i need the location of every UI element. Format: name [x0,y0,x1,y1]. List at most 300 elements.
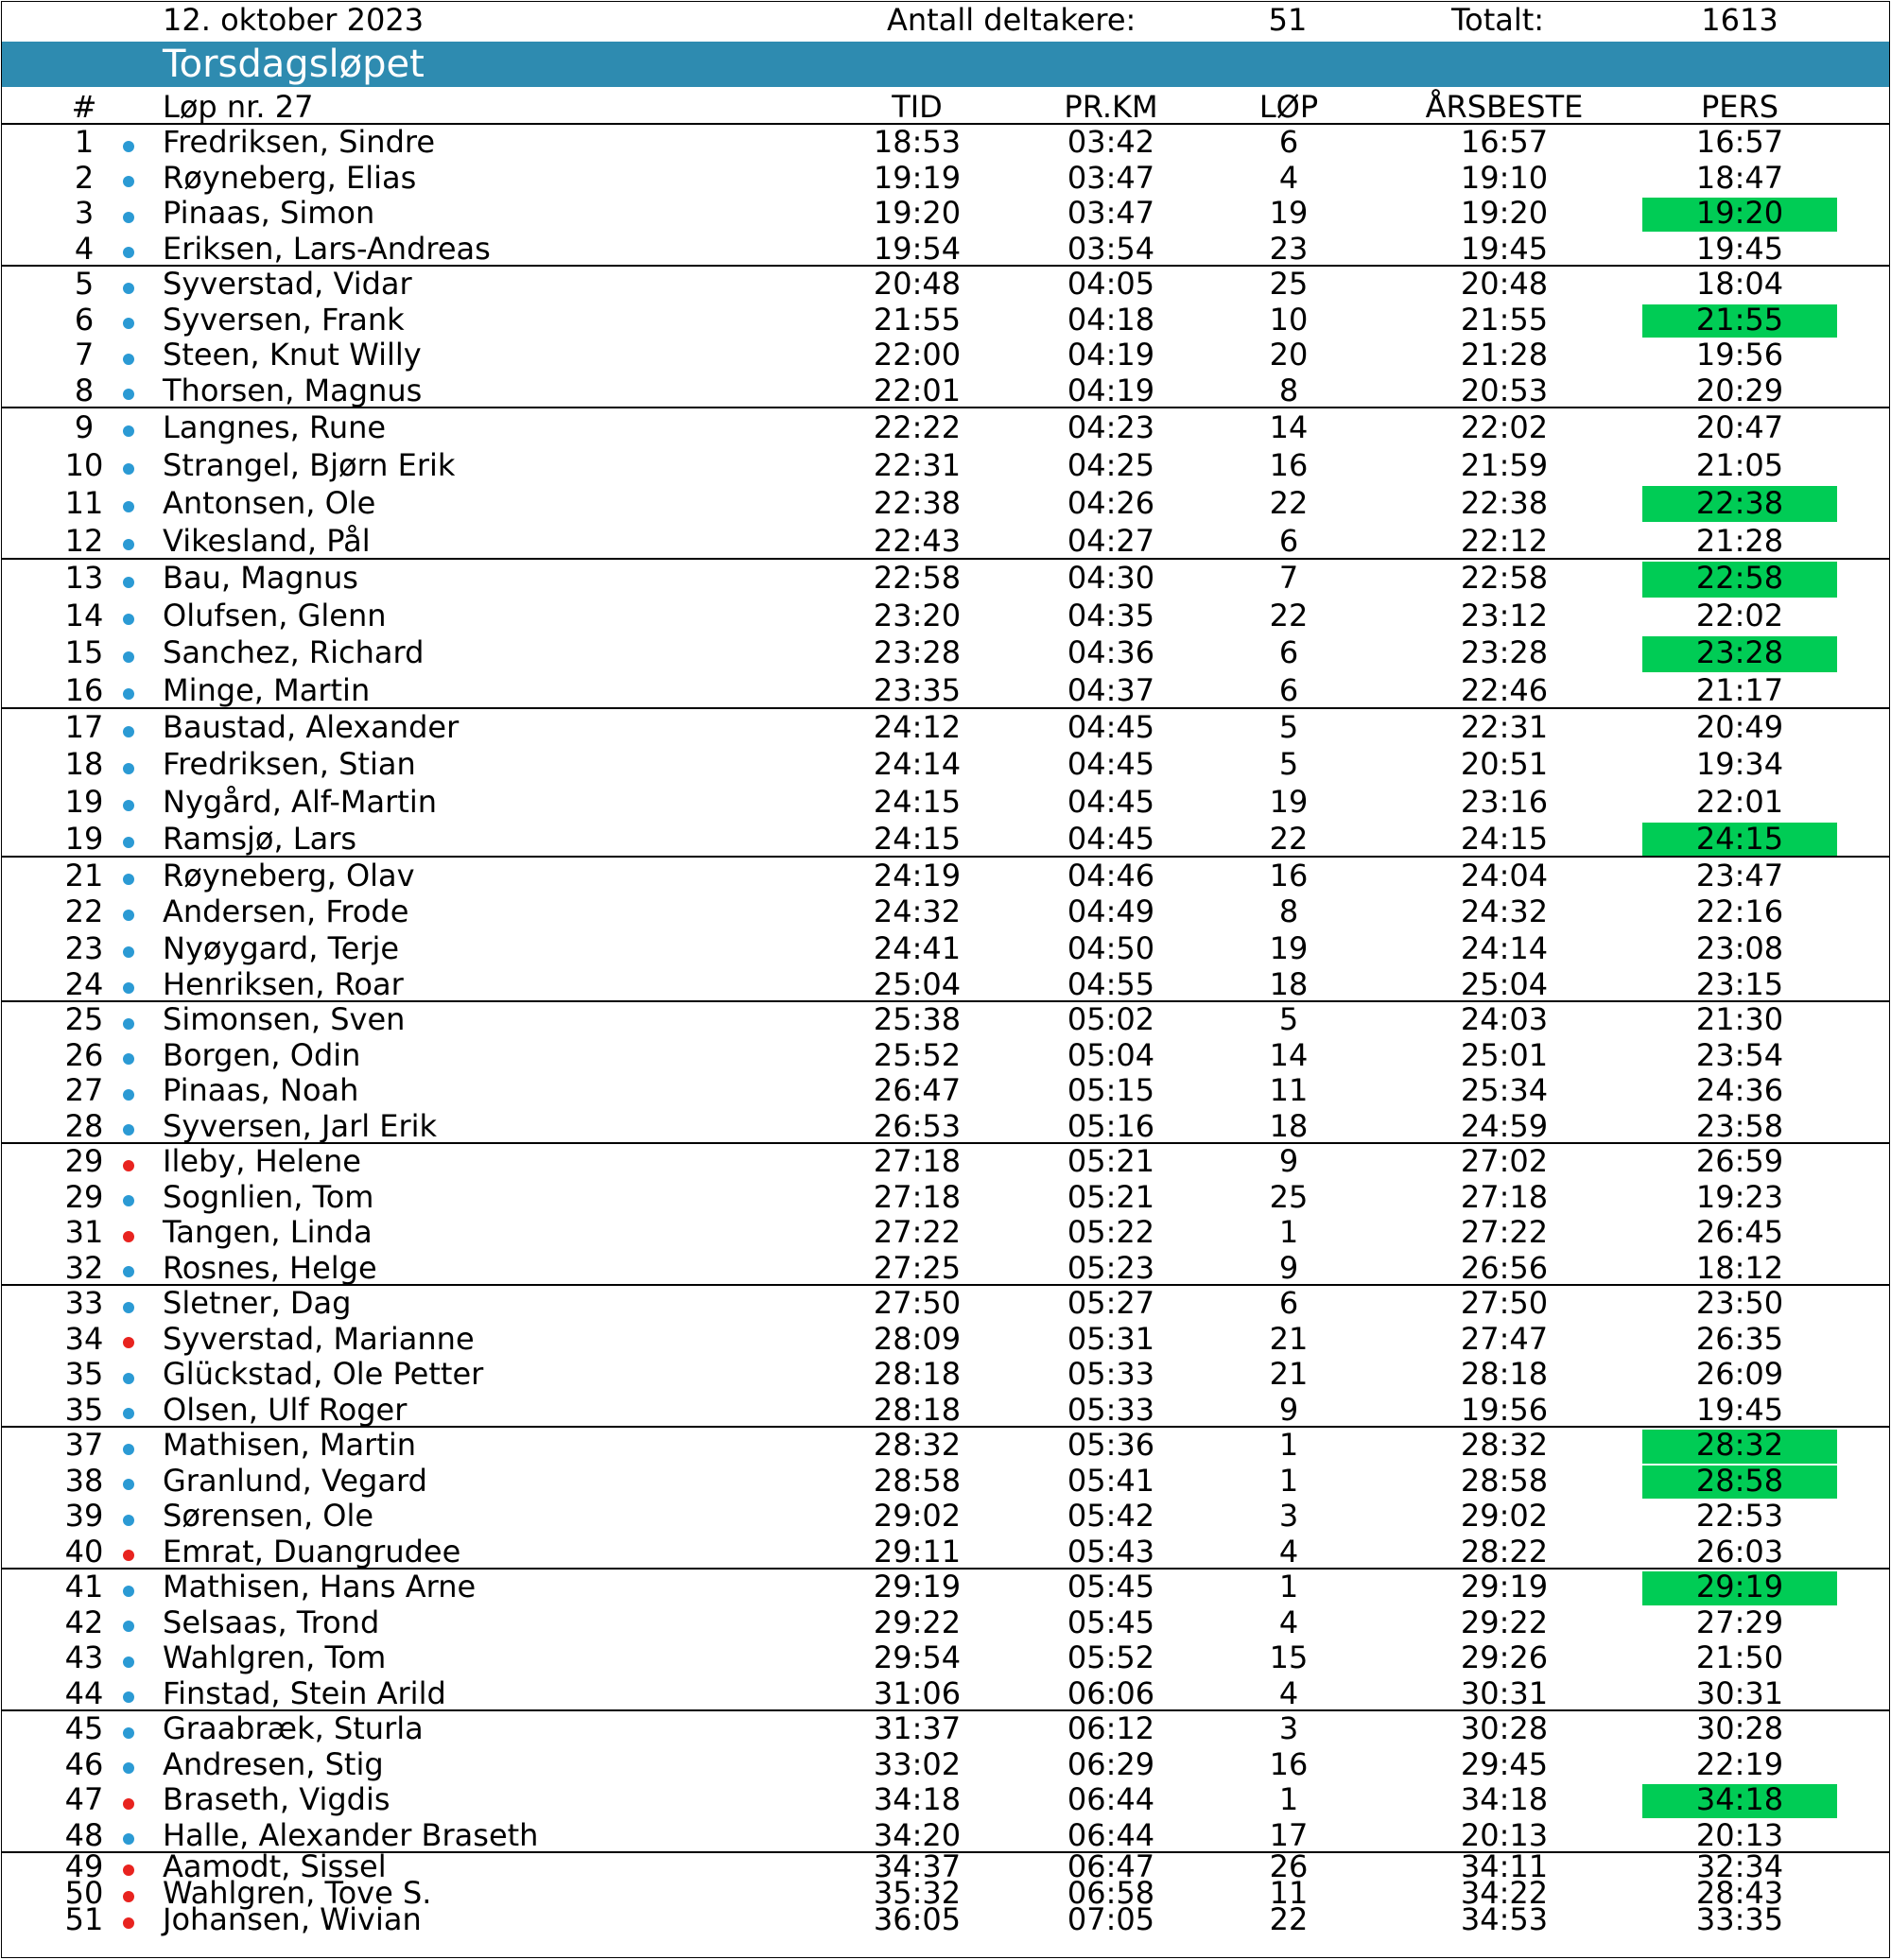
cell-arsbeste: 19:45 [1460,230,1549,267]
cell-name: Fredriksen, Sindre [163,124,436,160]
female-marker-icon [123,1550,134,1561]
cell-arsbeste: 34:11 [1460,1848,1549,1884]
cell-name: Selsaas, Trond [163,1604,380,1640]
cell-prkm: 04:36 [1067,634,1155,670]
cell-rank: 35 [64,1356,104,1392]
cell-pers: 18:04 [1695,266,1784,302]
cell-rank: 33 [64,1285,104,1321]
cell-prkm: 05:15 [1067,1072,1155,1108]
table-row [2,484,1889,522]
cell-rank: 18 [64,746,104,783]
cell-arsbeste: 29:22 [1460,1604,1549,1640]
cell-tid: 21:55 [873,301,962,338]
cell-lop: 26 [1269,1848,1309,1884]
cell-pers: 19:45 [1695,230,1784,267]
cell-pers: 21:05 [1695,447,1784,483]
cell-tid: 18:53 [873,124,962,160]
cell-rank: 11 [64,485,104,521]
male-marker-icon [123,1018,134,1030]
cell-tid: 22:31 [873,447,962,483]
column-header-row [2,89,1889,123]
cell-prkm: 04:37 [1067,671,1155,708]
cell-rank: 41 [64,1569,104,1604]
cell-prkm: 04:23 [1067,409,1155,445]
cell-prkm: 06:44 [1067,1816,1155,1853]
cell-lop: 1 [1278,1214,1299,1250]
cell-tid: 27:22 [873,1214,962,1250]
cell-rank: 27 [64,1072,104,1108]
cell-rank: 25 [64,1001,104,1037]
male-marker-icon [123,1621,134,1632]
table-row [2,1038,1889,1074]
cell-tid: 34:20 [873,1816,962,1853]
table-row [2,1464,1889,1500]
table-row [2,672,1889,710]
cell-arsbeste: 22:12 [1460,523,1549,559]
cell-name: Aamodt, Sissel [163,1848,387,1884]
cell-pers: 21:30 [1695,1001,1784,1037]
cell-prkm: 05:02 [1067,1001,1155,1037]
table-row [2,1428,1889,1464]
cell-name: Langnes, Rune [163,409,387,445]
cell-rank: 29 [64,1178,104,1215]
cell-lop: 6 [1278,634,1299,670]
cell-name: Emrat, Duangrudee [163,1533,461,1570]
cell-pers: 23:47 [1695,858,1784,893]
cell-arsbeste: 27:22 [1460,1214,1549,1250]
table-row [2,1251,1889,1287]
cell-lop: 4 [1278,159,1299,196]
table-row [2,267,1889,303]
male-marker-icon [123,425,134,437]
male-marker-icon [123,463,134,475]
cell-pers: 32:34 [1695,1848,1784,1884]
cell-name: Andersen, Frode [163,893,409,930]
cell-lop: 4 [1278,1674,1299,1711]
cell-arsbeste: 20:53 [1460,372,1549,408]
cell-arsbeste: 19:20 [1460,195,1549,231]
cell-lop: 16 [1269,1745,1309,1782]
cell-prkm: 04:45 [1067,820,1155,857]
cell-rank: 16 [64,671,104,708]
table-row [2,598,1889,635]
cell-lop: 23 [1269,230,1309,267]
cell-tid: 34:18 [873,1781,962,1817]
cell-tid: 26:47 [873,1072,962,1108]
cell-lop: 4 [1278,1604,1299,1640]
cell-prkm: 04:49 [1067,893,1155,930]
cell-name: Olsen, Ulf Roger [163,1391,408,1428]
cell-arsbeste: 16:57 [1460,124,1549,160]
table-row [2,1901,1889,1937]
table-row [2,1144,1889,1180]
cell-rank: 5 [74,266,95,302]
cell-arsbeste: 27:47 [1460,1320,1549,1357]
cell-rank: 7 [74,337,95,373]
cell-lop: 19 [1269,195,1309,231]
cell-rank: 19 [64,820,104,857]
cell-pers: 19:56 [1695,337,1784,373]
cell-rank: 6 [74,301,95,338]
female-marker-icon [123,1231,134,1242]
cell-tid: 24:15 [873,783,962,820]
cell-arsbeste: 28:22 [1460,1533,1549,1570]
male-marker-icon [123,539,134,550]
cell-name: Glückstad, Ole Petter [163,1356,484,1392]
cell-pers: 23:50 [1695,1285,1784,1321]
cell-prkm: 04:18 [1067,301,1155,338]
cell-pers: 22:01 [1695,783,1784,820]
cell-pers: 26:09 [1695,1356,1784,1392]
cell-arsbeste: 24:59 [1460,1107,1549,1144]
cell-lop: 18 [1269,1107,1309,1144]
cell-tid: 28:09 [873,1320,962,1357]
cell-name: Thorsen, Magnus [163,372,423,408]
male-marker-icon [123,1656,134,1668]
table-row [2,338,1889,373]
results-sheet [1,1,1890,1958]
male-marker-icon [123,837,134,848]
cell-rank: 34 [64,1320,104,1357]
table-row [2,858,1889,893]
cell-name: Sletner, Dag [163,1285,352,1321]
cell-tid: 19:54 [873,230,962,267]
cell-prkm: 06:58 [1067,1875,1155,1911]
male-marker-icon [123,318,134,329]
cell-arsbeste: 24:03 [1460,1001,1549,1037]
male-marker-icon [123,1302,134,1313]
male-marker-icon [123,1762,134,1774]
cell-lop: 11 [1269,1072,1309,1108]
table-row [2,1676,1889,1712]
cell-rank: 17 [64,709,104,745]
male-marker-icon [123,577,134,588]
cell-prkm: 04:26 [1067,485,1155,521]
cell-prkm: 05:42 [1067,1498,1155,1534]
cell-pers: 26:45 [1695,1214,1784,1250]
cell-rank: 2 [74,159,95,196]
col-name: Løp nr. 27 [163,89,314,125]
table-row [2,1357,1889,1393]
cell-rank: 3 [74,195,95,231]
cell-pers: 20:49 [1695,709,1784,745]
table-row [2,1073,1889,1109]
cell-rank: 51 [64,1901,104,1937]
male-marker-icon [123,651,134,663]
table-row [2,966,1889,1002]
cell-arsbeste: 27:02 [1460,1143,1549,1179]
cell-tid: 27:18 [873,1143,962,1179]
cell-lop: 10 [1269,301,1309,338]
cell-pers: 23:08 [1695,929,1784,966]
cell-prkm: 04:19 [1067,337,1155,373]
cell-rank: 46 [64,1745,104,1782]
cell-lop: 21 [1269,1356,1309,1392]
male-marker-icon [123,1266,134,1277]
cell-arsbeste: 29:19 [1460,1569,1549,1604]
cell-pers: 21:55 [1695,301,1784,338]
cell-pers: 29:19 [1695,1569,1784,1604]
cell-lop: 5 [1278,1001,1299,1037]
cell-lop: 5 [1278,709,1299,745]
total-value: 1613 [1701,2,1778,38]
cell-name: Borgen, Odin [163,1036,361,1073]
cell-pers: 21:17 [1695,671,1784,708]
cell-rank: 4 [74,230,95,267]
cell-pers: 30:31 [1695,1674,1784,1711]
cell-rank: 8 [74,372,95,408]
cell-tid: 28:18 [873,1391,962,1428]
male-marker-icon [123,1089,134,1101]
cell-tid: 29:54 [873,1639,962,1675]
cell-tid: 28:18 [873,1356,962,1392]
cell-name: Wahlgren, Tom [163,1639,387,1675]
cell-tid: 23:20 [873,597,962,633]
cell-tid: 25:38 [873,1001,962,1037]
female-marker-icon [123,1865,134,1876]
cell-name: Fredriksen, Stian [163,746,416,783]
cell-arsbeste: 27:18 [1460,1178,1549,1215]
cell-lop: 1 [1278,1569,1299,1604]
cell-rank: 24 [64,965,104,1002]
male-marker-icon [123,1124,134,1136]
cell-tid: 22:43 [873,523,962,559]
cell-name: Røyneberg, Olav [163,858,415,893]
male-marker-icon [123,1408,134,1419]
cell-lop: 16 [1269,447,1309,483]
cell-arsbeste: 22:38 [1460,485,1549,521]
cell-pers: 19:23 [1695,1178,1784,1215]
cell-tid: 29:22 [873,1604,962,1640]
cell-pers: 26:59 [1695,1143,1784,1179]
cell-prkm: 05:36 [1067,1427,1155,1463]
cell-name: Braseth, Vigdis [163,1781,390,1817]
cell-pers: 22:19 [1695,1745,1784,1782]
cell-name: Henriksen, Roar [163,965,404,1002]
title-band [2,42,1889,87]
cell-rank: 49 [64,1848,104,1884]
male-marker-icon [123,1479,134,1490]
cell-name: Pinaas, Noah [163,1072,359,1108]
male-marker-icon [123,1373,134,1384]
cell-rank: 10 [64,447,104,483]
table-row [2,196,1889,232]
cell-name: Sognlien, Tom [163,1178,374,1215]
cell-arsbeste: 34:22 [1460,1875,1549,1911]
cell-tid: 25:52 [873,1036,962,1073]
cell-name: Vikesland, Pål [163,523,371,559]
cell-lop: 6 [1278,523,1299,559]
cell-name: Simonsen, Sven [163,1001,406,1037]
cell-arsbeste: 22:02 [1460,409,1549,445]
cell-name: Graabræk, Sturla [163,1710,424,1746]
cell-prkm: 06:29 [1067,1745,1155,1782]
cell-name: Syverstad, Vidar [163,266,412,302]
male-marker-icon [123,389,134,400]
cell-arsbeste: 24:04 [1460,858,1549,893]
cell-arsbeste: 23:16 [1460,783,1549,820]
cell-lop: 6 [1278,1285,1299,1321]
male-marker-icon [123,176,134,187]
cell-tid: 23:28 [873,634,962,670]
cell-pers: 34:18 [1695,1781,1784,1817]
cell-arsbeste: 26:56 [1460,1249,1549,1286]
cell-prkm: 04:45 [1067,709,1155,745]
cell-arsbeste: 29:02 [1460,1498,1549,1534]
table-row [2,560,1889,598]
male-marker-icon [123,1727,134,1739]
cell-tid: 29:02 [873,1498,962,1534]
cell-rank: 43 [64,1639,104,1675]
cell-lop: 22 [1269,485,1309,521]
cell-tid: 25:04 [873,965,962,1002]
cell-rank: 12 [64,523,104,559]
male-marker-icon [123,1833,134,1845]
cell-name: Tangen, Linda [163,1214,373,1250]
cell-arsbeste: 25:01 [1460,1036,1549,1073]
table-row [2,408,1889,446]
cell-arsbeste: 22:31 [1460,709,1549,745]
cell-rank: 31 [64,1214,104,1250]
table-row [2,821,1889,858]
cell-pers: 22:02 [1695,597,1784,633]
female-marker-icon [123,1337,134,1348]
cell-tid: 34:37 [873,1848,962,1884]
cell-arsbeste: 21:55 [1460,301,1549,338]
cell-lop: 8 [1278,372,1299,408]
race-date: 12. oktober 2023 [163,2,425,38]
cell-name: Minge, Martin [163,671,371,708]
cell-name: Strangel, Bjørn Erik [163,447,456,483]
cell-tid: 23:35 [873,671,962,708]
cell-name: Pinaas, Simon [163,195,375,231]
table-row [2,893,1889,929]
cell-arsbeste: 20:48 [1460,266,1549,302]
male-marker-icon [123,354,134,365]
cell-name: Syverstad, Marianne [163,1320,475,1357]
table-row [2,303,1889,338]
cell-prkm: 06:44 [1067,1781,1155,1817]
cell-pers: 21:50 [1695,1639,1784,1675]
cell-rank: 21 [64,858,104,893]
cell-pers: 19:45 [1695,1391,1784,1428]
cell-prkm: 04:30 [1067,560,1155,596]
cell-arsbeste: 19:56 [1460,1391,1549,1428]
cell-prkm: 05:21 [1067,1143,1155,1179]
cell-arsbeste: 22:58 [1460,560,1549,596]
cell-name: Syversen, Frank [163,301,405,338]
table-row [2,1109,1889,1145]
cell-pers: 20:13 [1695,1816,1784,1853]
cell-rank: 26 [64,1036,104,1073]
cell-prkm: 06:47 [1067,1848,1155,1884]
cell-pers: 27:29 [1695,1604,1784,1640]
cell-rank: 22 [64,893,104,930]
cell-arsbeste: 23:28 [1460,634,1549,670]
col-tid: TID [892,89,943,125]
cell-tid: 28:32 [873,1427,962,1463]
cell-pers: 24:15 [1695,820,1784,857]
male-marker-icon [123,1053,134,1065]
table-row [2,1747,1889,1783]
cell-rank: 9 [74,409,95,445]
cell-name: Sørensen, Ole [163,1498,374,1534]
cell-arsbeste: 24:32 [1460,893,1549,930]
cell-pers: 30:28 [1695,1710,1784,1746]
female-marker-icon [123,1891,134,1902]
cell-pers: 26:35 [1695,1320,1784,1357]
male-marker-icon [123,1586,134,1597]
cell-pers: 26:03 [1695,1533,1784,1570]
male-marker-icon [123,283,134,294]
cell-tid: 22:58 [873,560,962,596]
table-row [2,709,1889,746]
cell-prkm: 05:22 [1067,1214,1155,1250]
cell-rank: 15 [64,634,104,670]
cell-pers: 22:53 [1695,1498,1784,1534]
cell-tid: 19:19 [873,159,962,196]
col-rank: # [71,89,97,125]
cell-tid: 22:00 [873,337,962,373]
cell-prkm: 03:42 [1067,124,1155,160]
cell-name: Johansen, Wivian [163,1901,422,1937]
cell-rank: 14 [64,597,104,633]
cell-rank: 37 [64,1427,104,1463]
cell-rank: 1 [74,124,95,160]
table-row [2,161,1889,197]
cell-lop: 20 [1269,337,1309,373]
cell-pers: 28:43 [1695,1875,1784,1911]
cell-rank: 39 [64,1498,104,1534]
cell-name: Bau, Magnus [163,560,358,596]
cell-prkm: 04:05 [1067,266,1155,302]
male-marker-icon [123,688,134,700]
male-marker-icon [123,1195,134,1206]
cell-arsbeste: 34:18 [1460,1781,1549,1817]
cell-prkm: 05:45 [1067,1569,1155,1604]
cell-pers: 23:54 [1695,1036,1784,1073]
table-row [2,784,1889,821]
cell-lop: 8 [1278,893,1299,930]
table-row [2,1180,1889,1216]
cell-arsbeste: 28:32 [1460,1427,1549,1463]
cell-pers: 22:38 [1695,485,1784,521]
cell-prkm: 04:45 [1067,746,1155,783]
male-marker-icon [123,1691,134,1703]
cell-rank: 48 [64,1816,104,1853]
table-row [2,1640,1889,1676]
cell-tid: 22:01 [873,372,962,408]
cell-prkm: 05:21 [1067,1178,1155,1215]
cell-rank: 19 [64,783,104,820]
cell-pers: 24:36 [1695,1072,1784,1108]
cell-arsbeste: 24:15 [1460,820,1549,857]
cell-tid: 24:41 [873,929,962,966]
cell-name: Rosnes, Helge [163,1249,377,1286]
cell-arsbeste: 30:31 [1460,1674,1549,1711]
male-marker-icon [123,763,134,774]
cell-pers: 18:47 [1695,159,1784,196]
info-row [2,2,1889,40]
cell-pers: 20:29 [1695,372,1784,408]
cell-lop: 9 [1278,1143,1299,1179]
cell-lop: 15 [1269,1639,1309,1675]
cell-rank: 42 [64,1604,104,1640]
cell-tid: 24:15 [873,820,962,857]
cell-tid: 24:19 [873,858,962,893]
cell-lop: 25 [1269,1178,1309,1215]
cell-name: Finstad, Stein Arild [163,1674,446,1711]
